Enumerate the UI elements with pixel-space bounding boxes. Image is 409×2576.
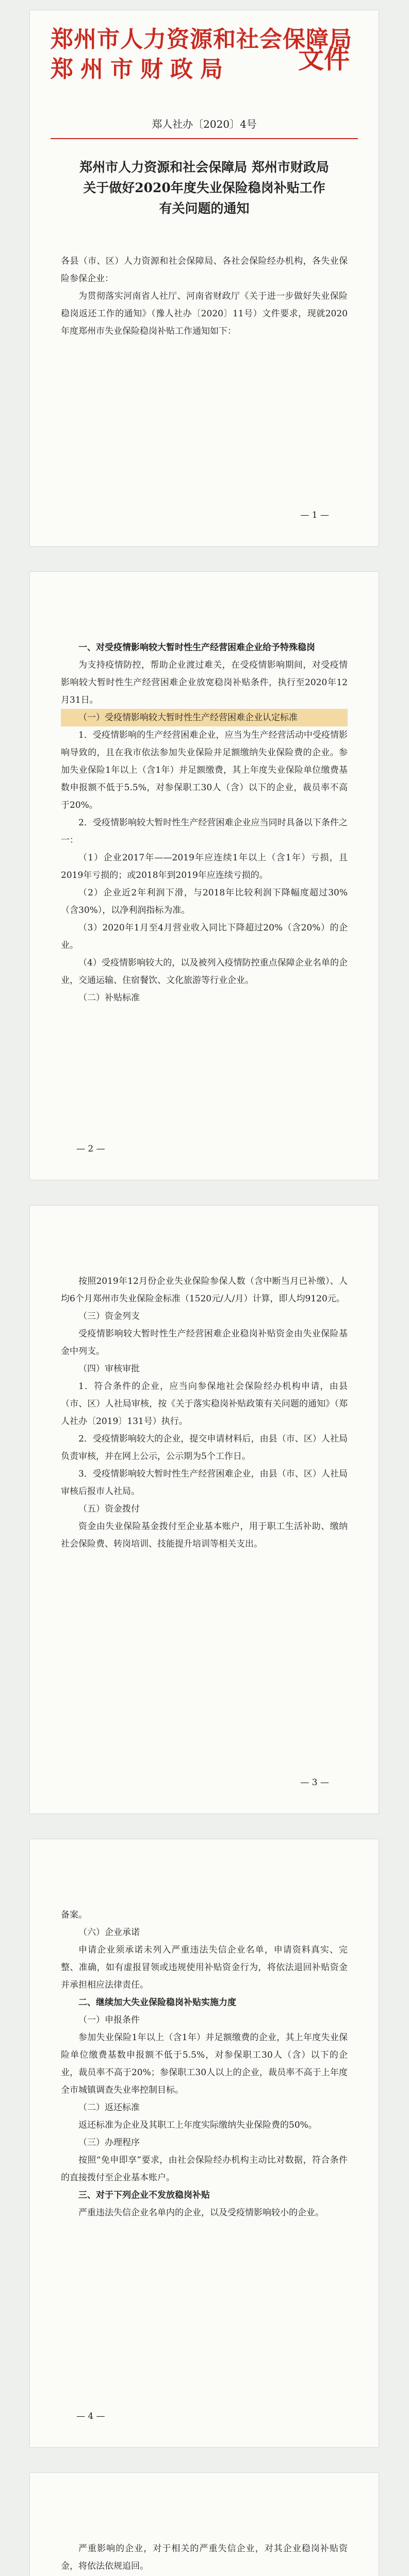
page-2-body: [61, 639, 348, 1007]
page-1-body: [61, 252, 348, 340]
paragraph: 按照2019年12月份企业失业保险参保人数（含中断当月已补缴）、人均6个月郑州市失业保险金标准（1520元/人/月）计算，即人均9120元。: [61, 1276, 348, 1304]
paragraph: 1．符合条件的企业，应当向参保地社会保险经办机构申请，由县（市、区）人社局审核，按《关于落实稳岗补贴政策有关问题的通知》（郑人社办〔2019〕131号）执行。: [61, 1381, 348, 1427]
paragraph: （3）2020年1月至4月营业收入同比下降超过20%（含20%）的企业。: [61, 923, 348, 951]
document-number: 郑人社办〔2020〕4号: [152, 118, 257, 130]
page-3-body: [61, 1273, 348, 1553]
addressee: 各县（市、区）人力资源和社会保障局、各社会保险经办机构，各失业保险参保企业：: [61, 256, 348, 284]
paragraph: 资金由失业保险基金拨付至企业基本账户，用于职工生活补助、缴纳社会保险费、转岗培训、技能提升培训等相关支出。: [61, 1521, 348, 1549]
title-line-2: 关于做好2020年度失业保险稳岗补贴工作: [83, 180, 325, 195]
page-5-body: [61, 2540, 348, 2576]
subsection-heading: （五）资金拨付: [78, 1504, 140, 1514]
document-page-5: [30, 2473, 379, 2576]
subsection-heading: （一）申报条件: [78, 2015, 140, 2025]
page-number: — 1 —: [300, 510, 329, 520]
paragraph: 备案。: [61, 1910, 87, 1920]
page-number: — 3 —: [300, 1777, 329, 1788]
subsection-heading: （三）资金列支: [78, 1311, 140, 1321]
page-number: — 2 —: [76, 1144, 105, 1154]
subsection-heading: （二）补贴标准: [78, 993, 140, 1003]
section-heading: 一、对受疫情影响较大暂时性生产经营困难企业给予特殊稳岗: [78, 642, 315, 653]
document-page-2: [30, 572, 379, 1180]
paragraph: 3．受疫情影响较大暂时性生产经营困难企业，由县（市、区）人社局审核后报市人社局。: [61, 1469, 348, 1497]
paragraph: 返还标准为企业及其职工上年度实际缴纳失业保险费的50%。: [78, 2120, 317, 2130]
paragraph: 为贯彻落实河南省人社厅、河南省财政厅《关于进一步做好失业保险稳岗返还工作的通知》（豫人社办〔2020〕11号）文件要求，现就2020年度郑州市失业保险稳岗补贴工作通知如下：: [61, 291, 348, 336]
document-page-1: [30, 10, 379, 546]
subsection-heading: （二）返还标准: [78, 2103, 140, 2113]
paragraph: （2）企业近2年利润下滑，与2018年比较利润下降幅度超过30%（含30%），以净利润指标为准。: [61, 888, 348, 916]
paragraph: （1）企业2017年——2019年应连续1年以上（含1年）亏损，且2019年亏损的；或2018年到2019年应连续亏损的。: [61, 853, 348, 880]
header-issuer-1: 郑州市人力资源和社会保障局: [51, 26, 352, 53]
paragraph: 严重违法失信企业名单内的企业，以及受疫情影响较小的企业。: [78, 2208, 324, 2218]
subsection-heading: （三）办理程序: [78, 2138, 140, 2148]
paragraph: 1．受疫情影响的生产经营困难企业，应当为生产经营活动中受疫情影响导致的，且在我市依法参加失业保险并足额缴纳失业保险费的企业。参加失业保险1年以上（含1年）并足额缴费，其上年度失业保险单位缴费基数申报额不低于5.5%，对参保职工30人（含）以下的企业，裁员率不高于20%。: [61, 730, 348, 810]
paragraph: 严重影响的企业，对于相关的严重失信企业，对其企业稳岗补贴资金，将依法依规追回。: [61, 2544, 348, 2571]
document-title: [61, 157, 348, 219]
paragraph: 受疫情影响较大暂时性生产经营困难企业稳岗补贴资金由失业保险基金中列支。: [61, 1329, 348, 1357]
section-heading: 三、对于下列企业不发放稳岗补贴: [78, 2190, 210, 2200]
paragraph: 申请企业须承诺未列入严重违法失信企业名单，申请资料真实、完整、准确，如有虚报冒领或违规使用补贴资金行为，将依法退回补贴资金并承担相应法律责任。: [61, 1945, 348, 1990]
paragraph: 为支持疫情防控，帮助企业渡过难关，在受疫情影响期间，对受疫情影响较大暂时性生产经营困难企业放宽稳岗补贴条件，执行至2020年12月31日。: [61, 660, 348, 705]
title-line-3: 有关问题的通知: [159, 201, 250, 216]
red-divider-line: [51, 138, 358, 139]
document-page-3: [30, 1206, 379, 1814]
header-wenjian: 文件: [298, 44, 350, 74]
paragraph: 2．受疫情影响较大的企业，提交申请材料后，由县（市、区）人社局负责审核，并在网上公示，公示期为5个工作日。: [61, 1434, 348, 1462]
paragraph: 2．受疫情影响较大暂时性生产经营困难企业应当同时具备以下条件之一：: [61, 818, 348, 845]
subsection-heading: （一）受疫情影响较大暂时性生产经营困难企业认定标准: [61, 709, 348, 726]
document-page-4: [30, 1839, 379, 2447]
paragraph: （4）受疫情影响较大的，以及被列入疫情防控重点保障企业名单的企业，交通运输、住宿餐饮、文化旅游等行业企业。: [61, 958, 348, 986]
header-issuer-2: 郑州市财政局: [51, 56, 230, 82]
section-heading: 二、继续加大失业保险稳岗补贴实施力度: [78, 1997, 236, 2008]
paragraph: 参加失业保险1年以上（含1年）并足额缴费的企业，其上年度失业保险单位缴费基数申报额不低于5.5%，对参保职工30人（含）以下的企业，裁员率不高于20%；参保职工30人以上的企业，裁员率不高于上年度全市城镇调查失业率控制目标。: [61, 2032, 348, 2095]
subsection-heading: （六）企业承诺: [78, 1927, 140, 1938]
page-number: — 4 —: [76, 2411, 105, 2421]
paragraph: 按照“免申即享”要求，由社会保险经办机构主动比对数据，符合条件的直接拨付至企业基本账户。: [61, 2155, 348, 2183]
subsection-heading: （四）审核审批: [78, 1364, 140, 1374]
title-line-1: 郑州市人力资源和社会保障局 郑州市财政局: [79, 160, 329, 175]
page-4-body: [61, 1906, 348, 2222]
